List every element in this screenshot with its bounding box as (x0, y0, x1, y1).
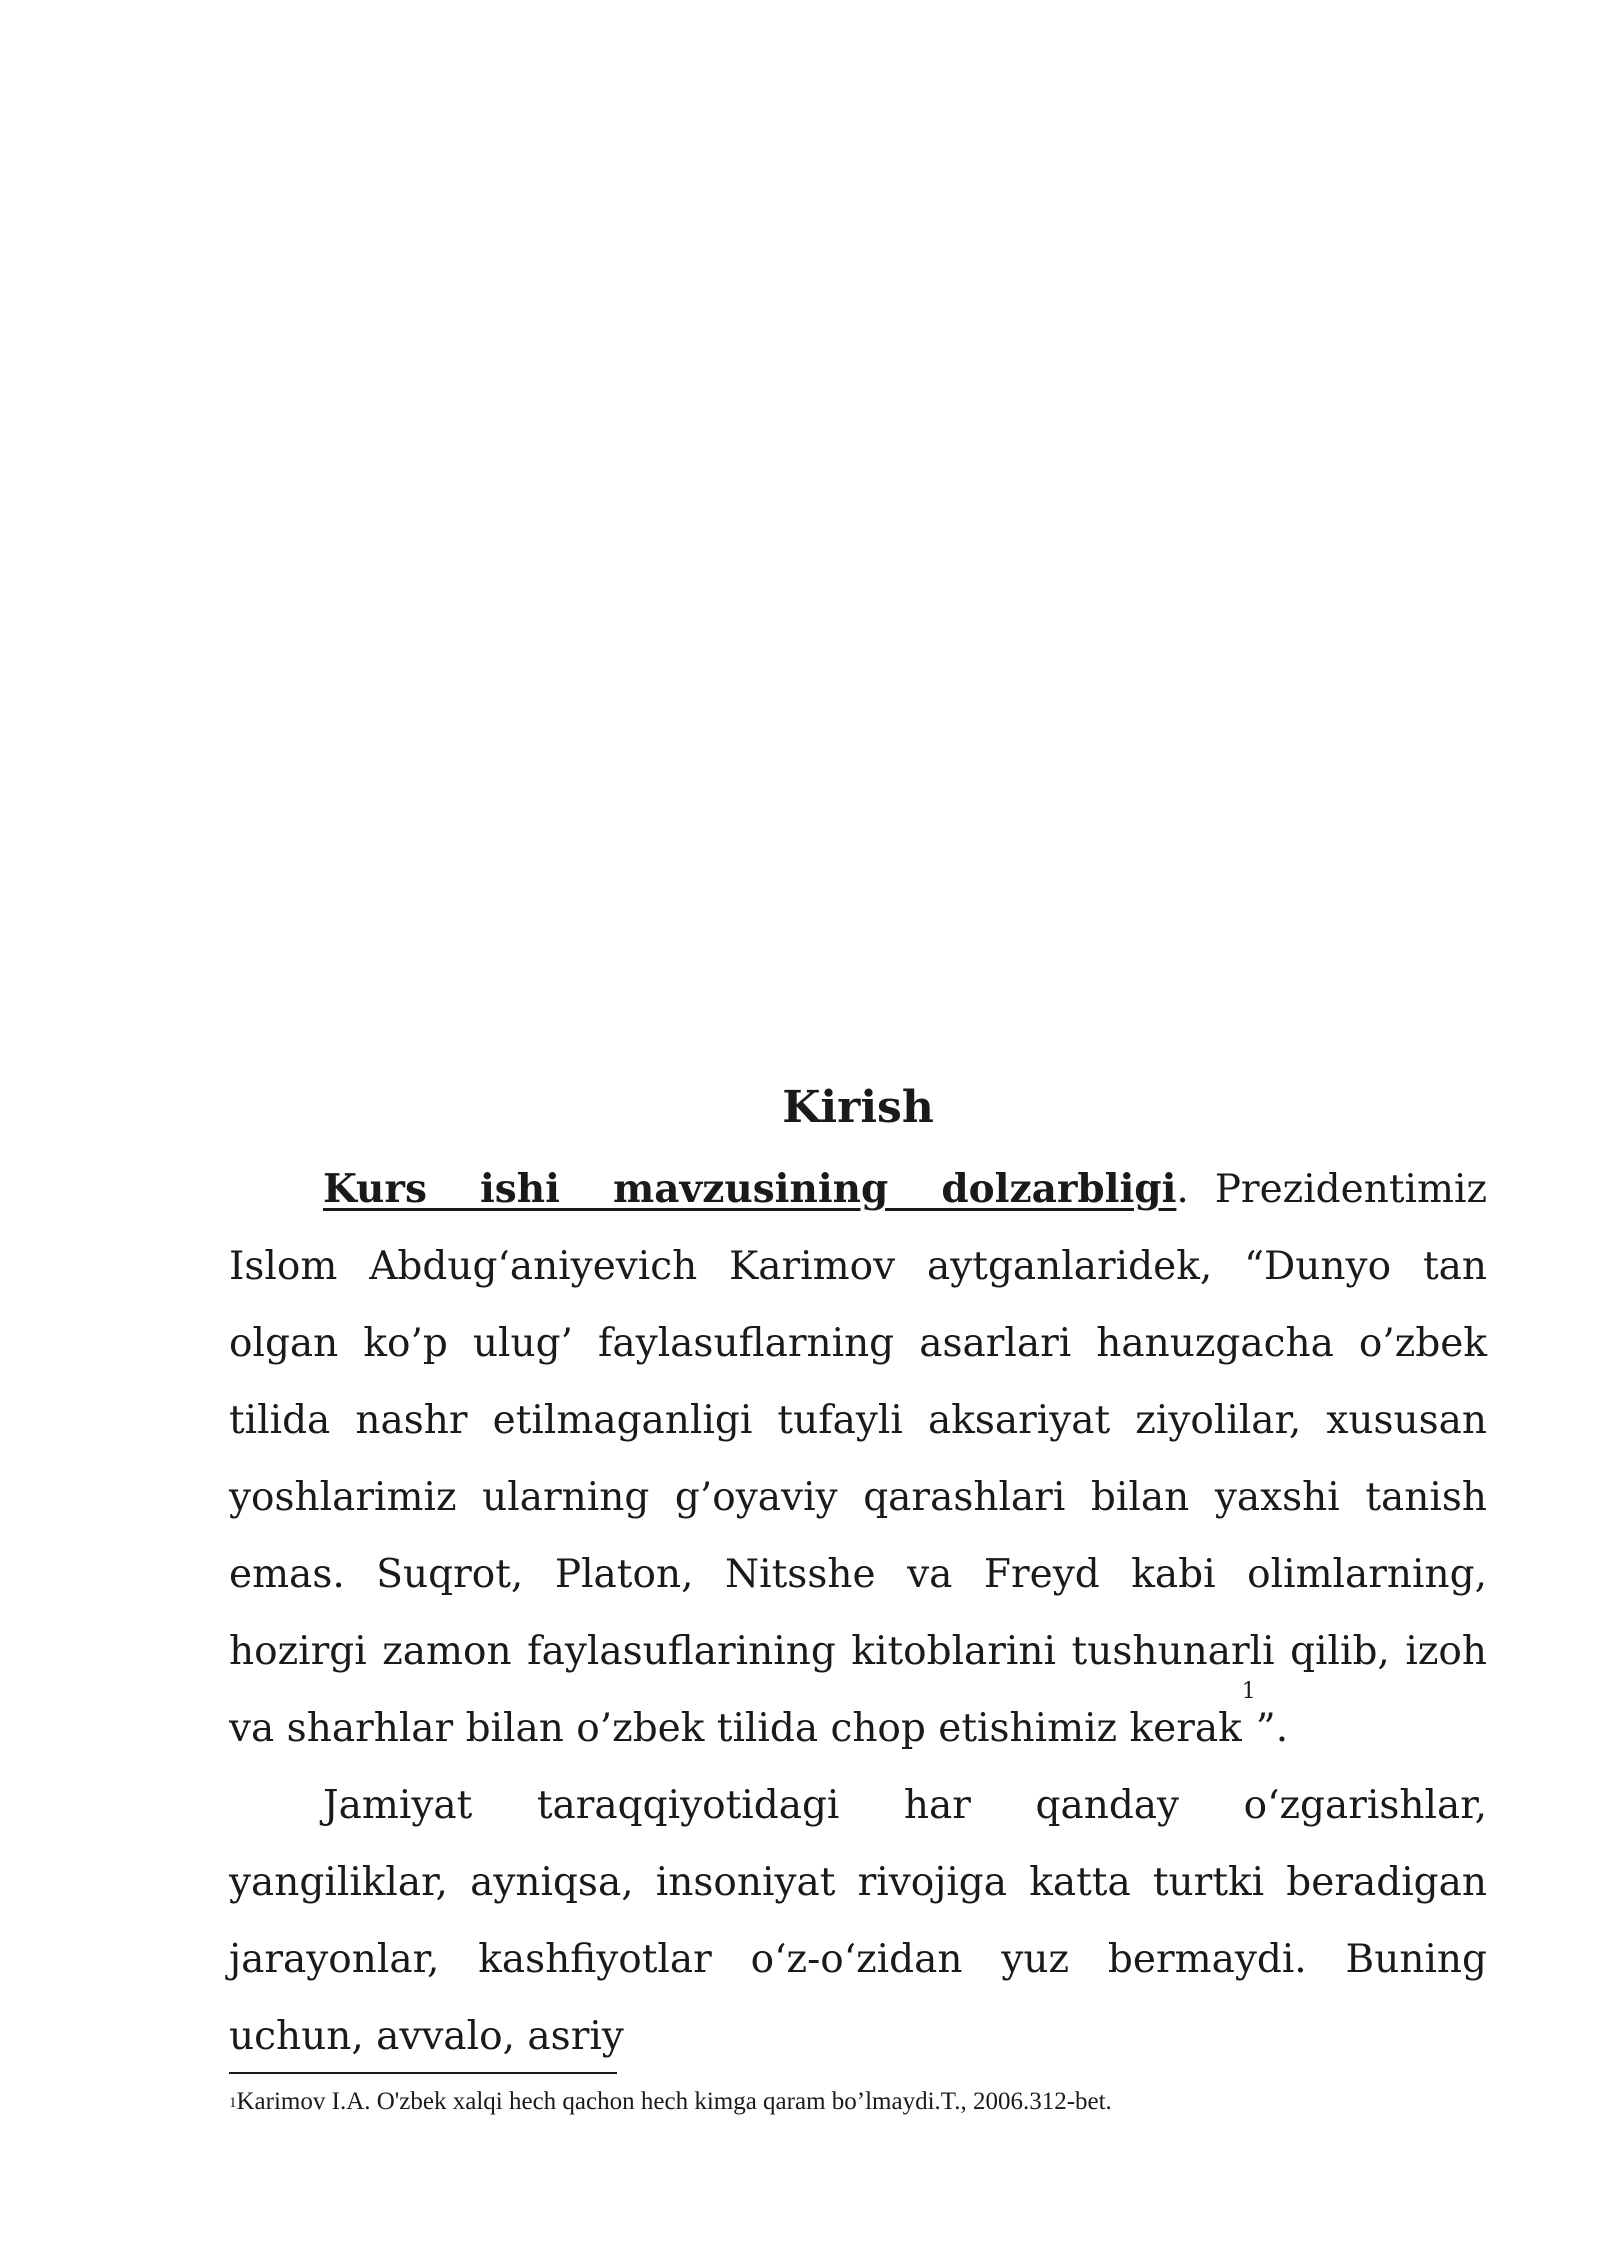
paragraph-body-text: Prezidentimiz Islom Abdug‘aniyevich Karimov aytganlaridek, “Dunyo tan olgan ko’p ulug’ faylasuflarning asarlari hanuzgacha o’zbek tilida nashr etilmaganligi tufayli aksariyat ziyolilar, xususan yoshlarimiz ularning g’oyaviy qarashlari bilan yaxshi tanish emas. Suqrot, Platon, Nitsshe va Freyd kabi olimlarning, hozirgi zamon faylasuflarining kitoblarini tushunarli qilib, izoh va sharhlar bilan o’zbek tilida chop etishimiz kerak (229, 1167, 1487, 1751)
footnote-text: Karimov I.A. O'zbek xalqi hech qachon hech kimga qaram bo’lmaydi.T., 2006.312-bet. (236, 2088, 1112, 2115)
paragraph-society: Jamiyat taraqqiyotidagi har qanday o‘zgarishlar, yangiliklar, ayniqsa, insoniyat rivojiga katta turtki beradigan jarayonlar, kashfiyotlar o‘z-o‘zidan yuz bermaydi. Buning uchun, avvalo, asriy (229, 1783, 1487, 2059)
footnote (229, 2086, 1487, 2118)
footnote-separator (229, 2072, 617, 2074)
lead-punctuation: . (1176, 1167, 1189, 1212)
footnote-marker: 1 (229, 2095, 237, 2111)
paragraph-relevance (229, 1151, 1487, 1767)
footnote-reference[interactable]: 1 (1241, 1679, 1256, 1704)
document-body (229, 1065, 1487, 2075)
section-heading: Kirish (782, 1082, 934, 1133)
paragraph-tail: ”. (1255, 1706, 1289, 1751)
paragraph-lead-title: Kurs ishi mavzusining dolzarbligi (323, 1166, 1177, 1212)
